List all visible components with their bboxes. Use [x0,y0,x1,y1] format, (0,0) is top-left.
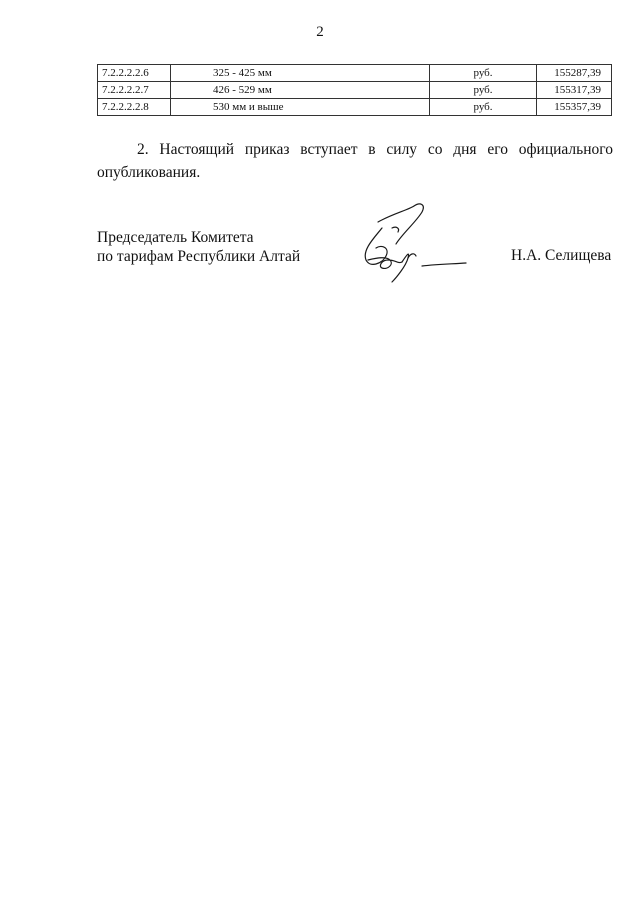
row-price: 155287,39 [537,65,612,82]
row-size: 426 - 529 мм [171,82,430,99]
row-price: 155357,39 [537,99,612,116]
handwritten-signature [352,198,482,288]
row-code: 7.2.2.2.2.7 [98,82,171,99]
row-size: 530 мм и выше [171,99,430,116]
row-code: 7.2.2.2.2.6 [98,65,171,82]
row-code: 7.2.2.2.2.8 [98,99,171,116]
table-row [98,99,612,116]
table-row [98,65,612,82]
page-number: 2 [316,24,324,40]
row-unit: руб. [430,99,537,116]
signer-title-line1: Председатель Комитета [97,229,254,246]
signer-name: Н.А. Селищева [511,247,612,264]
row-size: 325 - 425 мм [171,65,430,82]
signer-title-line2: по тарифам Республики Алтай [97,248,301,265]
tariff-table [97,64,612,116]
row-unit: руб. [430,82,537,99]
row-price: 155317,39 [537,82,612,99]
row-unit: руб. [430,65,537,82]
order-paragraph: 2. Настоящий приказ вступает в силу со дня его официального опубликования. [97,141,613,181]
table-row [98,82,612,99]
signer-title [97,228,300,266]
